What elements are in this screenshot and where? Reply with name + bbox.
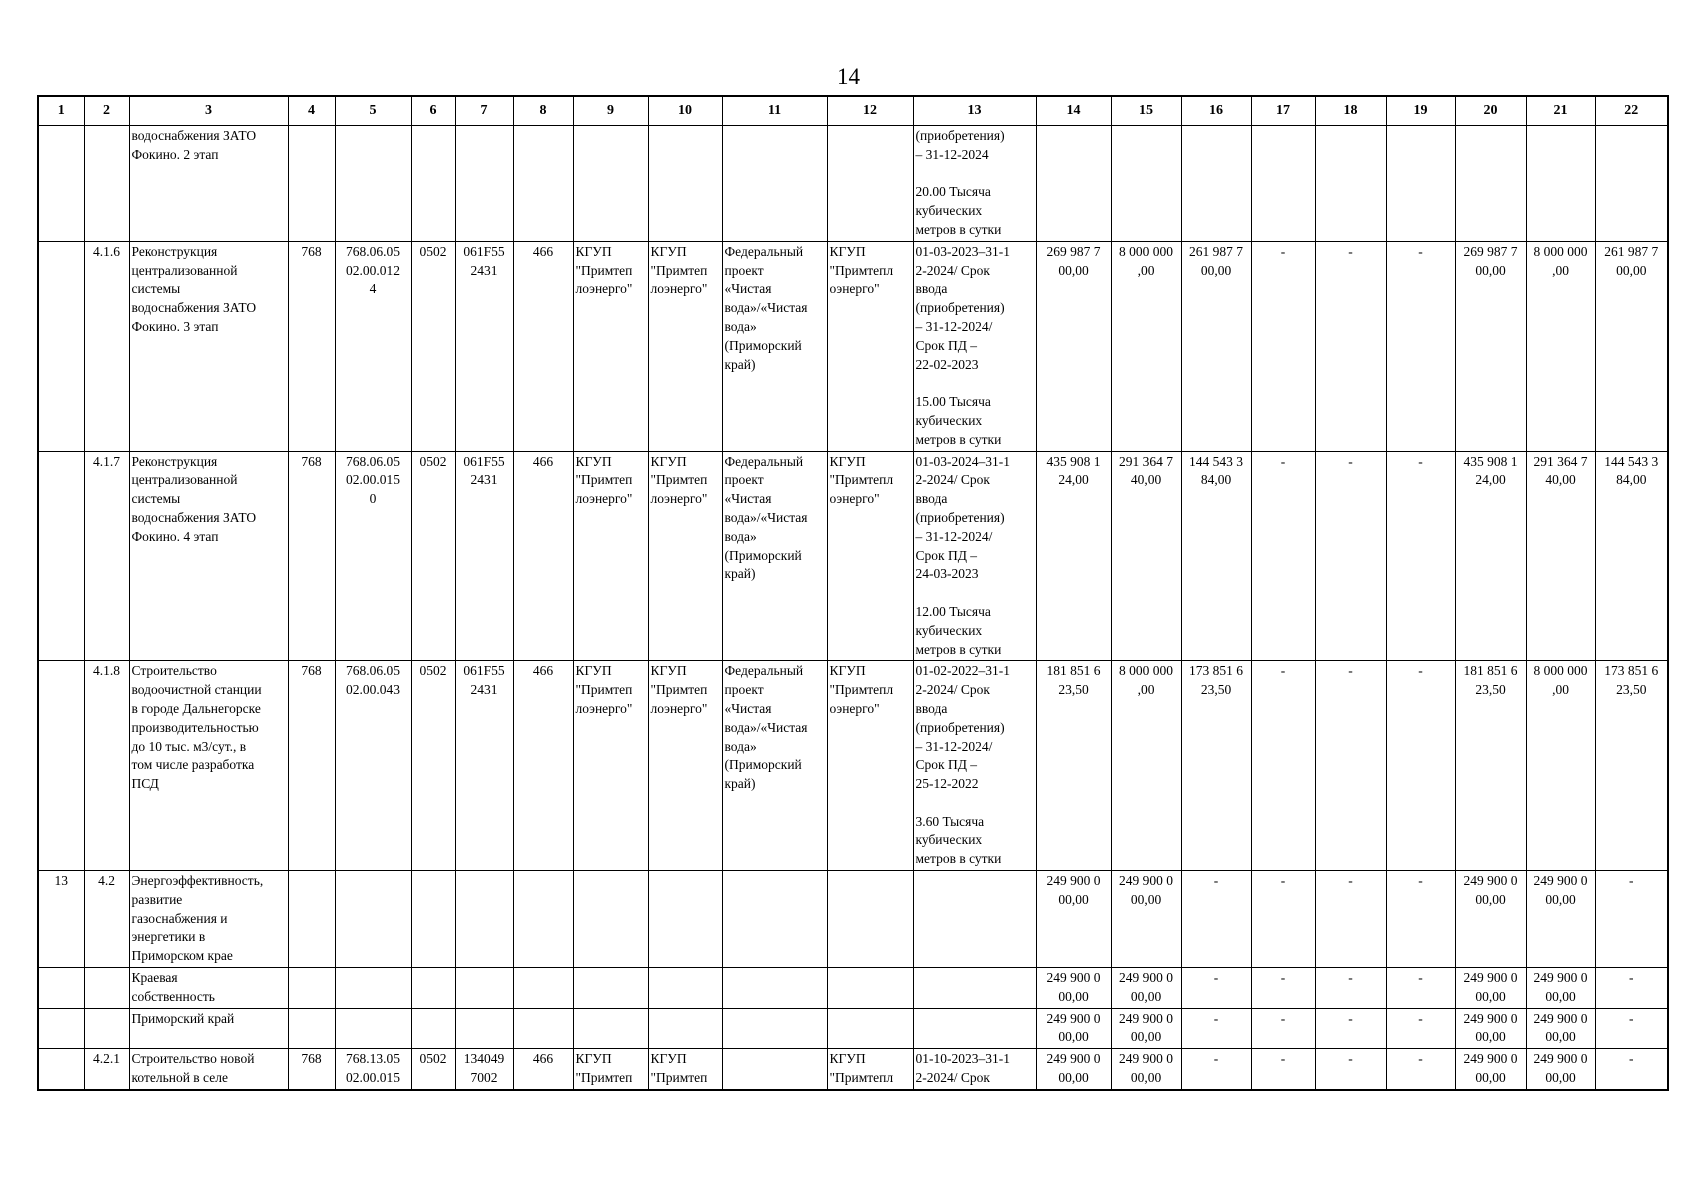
- cell-target-article: [335, 126, 411, 242]
- cell-developer: КГУП "Примтеп лоэнерго": [648, 241, 722, 451]
- cell-col-19: [1386, 126, 1455, 242]
- cell-expense-code: 061F55 2431: [455, 241, 513, 451]
- column-header-16: 16: [1181, 96, 1251, 126]
- cell-regional-budget: 144 543 3 84,00: [1181, 451, 1251, 661]
- cell-terms-capacity: (приобретения) – 31-12-2024 20.00 Тысяча кубических метров в сутки: [913, 126, 1036, 242]
- cell-customer: [573, 1008, 648, 1049]
- cell-owner: КГУП "Примтепл оэнерго": [827, 451, 913, 661]
- cell-expense-type: 466: [513, 661, 573, 871]
- cell-section: 0502: [411, 451, 455, 661]
- column-header-18: 18: [1315, 96, 1386, 126]
- cell-regional-2024: 173 851 6 23,50: [1595, 661, 1668, 871]
- cell-gr-bs: 768: [288, 241, 335, 451]
- cell-gr-bs: [288, 871, 335, 968]
- cell-total-2024: 249 900 0 00,00: [1455, 871, 1526, 968]
- cell-section-code: 4.1.8: [84, 661, 129, 871]
- cell-expense-code: 061F55 2431: [455, 451, 513, 661]
- cell-fed-2024: 249 900 0 00,00: [1526, 1008, 1595, 1049]
- cell-regional-2024: 261 987 7 00,00: [1595, 241, 1668, 451]
- cell-col-17: [1251, 126, 1315, 242]
- cell-regional-budget: -: [1181, 1049, 1251, 1090]
- cell-customer: КГУП "Примтеп лоэнерго": [573, 451, 648, 661]
- cell-fed-2024: 249 900 0 00,00: [1526, 1049, 1595, 1090]
- cell-col-19: -: [1386, 968, 1455, 1009]
- cell-section: [411, 126, 455, 242]
- cell-col-19: -: [1386, 1049, 1455, 1090]
- cell-object-name: Строительство водоочистной станции в городе Дальнегорске производительностью до 10 тыс. м3/сут., в том числе разработка ПСД: [129, 661, 288, 871]
- cell-total: 269 987 7 00,00: [1036, 241, 1111, 451]
- cell-fed-budget: [1111, 126, 1181, 242]
- cell-section: [411, 871, 455, 968]
- cell-row-number: [38, 1008, 84, 1049]
- cell-expense-code: [455, 1008, 513, 1049]
- header-row: [38, 96, 1668, 126]
- cell-section-code: 4.2.1: [84, 1049, 129, 1090]
- cell-gr-bs: 768: [288, 661, 335, 871]
- cell-row-number: [38, 126, 84, 242]
- cell-col-18: -: [1315, 451, 1386, 661]
- cell-section: 0502: [411, 661, 455, 871]
- cell-total-2024: 249 900 0 00,00: [1455, 1008, 1526, 1049]
- cell-terms-capacity: 01-03-2023–31-1 2-2024/ Срок ввода (приобретения) – 31-12-2024/ Срок ПД – 22-02-2023 15.00 Тысяча кубических метров в сутки: [913, 241, 1036, 451]
- cell-owner: КГУП "Примтепл оэнерго": [827, 241, 913, 451]
- cell-terms-capacity: 01-02-2022–31-1 2-2024/ Срок ввода (приобретения) – 31-12-2024/ Срок ПД – 25-12-2022 3.60 Тысяча кубических метров в сутки: [913, 661, 1036, 871]
- cell-total: 249 900 0 00,00: [1036, 1008, 1111, 1049]
- cell-developer: КГУП "Примтеп лоэнерго": [648, 661, 722, 871]
- cell-row-number: [38, 1049, 84, 1090]
- cell-col-17: -: [1251, 968, 1315, 1009]
- cell-regional-budget: 261 987 7 00,00: [1181, 241, 1251, 451]
- cell-fed-budget: 8 000 000 ,00: [1111, 241, 1181, 451]
- column-header-10: 10: [648, 96, 722, 126]
- cell-regional-2024: -: [1595, 1049, 1668, 1090]
- cell-customer: [573, 126, 648, 242]
- column-header-13: 13: [913, 96, 1036, 126]
- cell-developer: [648, 126, 722, 242]
- cell-regional-budget: [1181, 126, 1251, 242]
- cell-col-18: [1315, 126, 1386, 242]
- cell-total-2024: 181 851 6 23,50: [1455, 661, 1526, 871]
- column-header-1: 1: [38, 96, 84, 126]
- column-header-5: 5: [335, 96, 411, 126]
- column-header-19: 19: [1386, 96, 1455, 126]
- cell-section-code: 4.1.7: [84, 451, 129, 661]
- cell-section: [411, 1008, 455, 1049]
- cell-developer: КГУП "Примтеп лоэнерго": [648, 451, 722, 661]
- cell-developer: [648, 1008, 722, 1049]
- cell-col-18: -: [1315, 241, 1386, 451]
- cell-expense-code: [455, 968, 513, 1009]
- cell-fed-budget: 249 900 0 00,00: [1111, 968, 1181, 1009]
- cell-expense-type: 466: [513, 1049, 573, 1090]
- table-body: [38, 126, 1668, 1090]
- column-header-3: 3: [129, 96, 288, 126]
- cell-target-article: [335, 968, 411, 1009]
- column-header-17: 17: [1251, 96, 1315, 126]
- cell-col-18: -: [1315, 1049, 1386, 1090]
- cell-section: 0502: [411, 1049, 455, 1090]
- cell-col-18: -: [1315, 968, 1386, 1009]
- cell-section-code: 4.1.6: [84, 241, 129, 451]
- column-header-2: 2: [84, 96, 129, 126]
- column-header-4: 4: [288, 96, 335, 126]
- column-header-6: 6: [411, 96, 455, 126]
- cell-object-name: Энергоэффективность, развитие газоснабжения и энергетики в Приморском крае: [129, 871, 288, 968]
- cell-regional-budget: -: [1181, 968, 1251, 1009]
- cell-col-19: -: [1386, 241, 1455, 451]
- cell-object-name: Краевая собственность: [129, 968, 288, 1009]
- cell-fed-2024: [1526, 126, 1595, 242]
- table-row: [38, 126, 1668, 242]
- cell-col-18: -: [1315, 661, 1386, 871]
- cell-project: [722, 1049, 827, 1090]
- cell-total: 435 908 1 24,00: [1036, 451, 1111, 661]
- cell-target-article: 768.06.05 02.00.043: [335, 661, 411, 871]
- cell-fed-budget: 249 900 0 00,00: [1111, 1008, 1181, 1049]
- cell-regional-2024: -: [1595, 968, 1668, 1009]
- cell-expense-type: [513, 871, 573, 968]
- cell-terms-capacity: [913, 968, 1036, 1009]
- cell-fed-budget: 249 900 0 00,00: [1111, 871, 1181, 968]
- cell-total: 249 900 0 00,00: [1036, 1049, 1111, 1090]
- cell-object-name: Строительство новой котельной в селе: [129, 1049, 288, 1090]
- cell-col-17: -: [1251, 661, 1315, 871]
- column-header-8: 8: [513, 96, 573, 126]
- cell-object-name: Реконструкция централизованной системы водоснабжения ЗАТО Фокино. 3 этап: [129, 241, 288, 451]
- table-row: [38, 661, 1668, 871]
- cell-fed-budget: 8 000 000 ,00: [1111, 661, 1181, 871]
- cell-terms-capacity: [913, 871, 1036, 968]
- cell-total-2024: 269 987 7 00,00: [1455, 241, 1526, 451]
- cell-col-17: -: [1251, 871, 1315, 968]
- cell-regional-2024: [1595, 126, 1668, 242]
- cell-owner: [827, 871, 913, 968]
- cell-gr-bs: 768: [288, 451, 335, 661]
- cell-terms-capacity: 01-03-2024–31-1 2-2024/ Срок ввода (приобретения) – 31-12-2024/ Срок ПД – 24-03-2023 12.00 Тысяча кубических метров в сутки: [913, 451, 1036, 661]
- table-row: [38, 1049, 1668, 1090]
- cell-total: [1036, 126, 1111, 242]
- cell-col-19: -: [1386, 661, 1455, 871]
- cell-fed-2024: 8 000 000 ,00: [1526, 661, 1595, 871]
- cell-project: Федеральный проект «Чистая вода»/«Чистая вода» (Приморский край): [722, 451, 827, 661]
- cell-total-2024: [1455, 126, 1526, 242]
- cell-row-number: 13: [38, 871, 84, 968]
- cell-terms-capacity: [913, 1008, 1036, 1049]
- cell-target-article: 768.13.05 02.00.015: [335, 1049, 411, 1090]
- cell-regional-2024: -: [1595, 871, 1668, 968]
- cell-expense-type: [513, 126, 573, 242]
- cell-expense-type: [513, 1008, 573, 1049]
- cell-row-number: [38, 968, 84, 1009]
- cell-fed-2024: 249 900 0 00,00: [1526, 968, 1595, 1009]
- cell-object-name: водоснабжения ЗАТО Фокино. 2 этап: [129, 126, 288, 242]
- cell-target-article: [335, 871, 411, 968]
- cell-customer: КГУП "Примтеп: [573, 1049, 648, 1090]
- cell-section-code: [84, 1008, 129, 1049]
- cell-fed-2024: 291 364 7 40,00: [1526, 451, 1595, 661]
- cell-fed-budget: 249 900 0 00,00: [1111, 1049, 1181, 1090]
- column-header-12: 12: [827, 96, 913, 126]
- program-table: [37, 95, 1669, 1091]
- cell-gr-bs: [288, 126, 335, 242]
- cell-gr-bs: 768: [288, 1049, 335, 1090]
- column-header-20: 20: [1455, 96, 1526, 126]
- cell-section-code: 4.2: [84, 871, 129, 968]
- cell-customer: КГУП "Примтеп лоэнерго": [573, 661, 648, 871]
- page-number: 14: [837, 64, 860, 89]
- cell-section-code: [84, 968, 129, 1009]
- cell-col-17: -: [1251, 1008, 1315, 1049]
- cell-regional-budget: -: [1181, 871, 1251, 968]
- cell-target-article: 768.06.05 02.00.012 4: [335, 241, 411, 451]
- cell-expense-code: [455, 871, 513, 968]
- cell-developer: КГУП "Примтеп: [648, 1049, 722, 1090]
- cell-col-18: -: [1315, 871, 1386, 968]
- cell-owner: [827, 126, 913, 242]
- cell-col-17: -: [1251, 1049, 1315, 1090]
- cell-project: [722, 968, 827, 1009]
- cell-col-19: -: [1386, 451, 1455, 661]
- table-row: [38, 241, 1668, 451]
- table-row: [38, 1008, 1668, 1049]
- cell-owner: КГУП "Примтепл оэнерго": [827, 661, 913, 871]
- cell-target-article: 768.06.05 02.00.015 0: [335, 451, 411, 661]
- cell-section: 0502: [411, 241, 455, 451]
- cell-terms-capacity: 01-10-2023–31-1 2-2024/ Срок: [913, 1049, 1036, 1090]
- cell-row-number: [38, 241, 84, 451]
- column-header-15: 15: [1111, 96, 1181, 126]
- cell-owner: КГУП "Примтепл: [827, 1049, 913, 1090]
- cell-customer: КГУП "Примтеп лоэнерго": [573, 241, 648, 451]
- column-header-7: 7: [455, 96, 513, 126]
- cell-developer: [648, 968, 722, 1009]
- cell-section-code: [84, 126, 129, 242]
- cell-col-19: -: [1386, 871, 1455, 968]
- cell-fed-2024: 8 000 000 ,00: [1526, 241, 1595, 451]
- cell-expense-type: 466: [513, 241, 573, 451]
- cell-section: [411, 968, 455, 1009]
- cell-expense-code: [455, 126, 513, 242]
- cell-col-17: -: [1251, 241, 1315, 451]
- column-header-21: 21: [1526, 96, 1595, 126]
- cell-regional-budget: 173 851 6 23,50: [1181, 661, 1251, 871]
- column-header-11: 11: [722, 96, 827, 126]
- cell-project: Федеральный проект «Чистая вода»/«Чистая вода» (Приморский край): [722, 241, 827, 451]
- cell-expense-code: 134049 7002: [455, 1049, 513, 1090]
- cell-fed-2024: 249 900 0 00,00: [1526, 871, 1595, 968]
- table-row: [38, 871, 1668, 968]
- cell-regional-budget: -: [1181, 1008, 1251, 1049]
- table-row: [38, 451, 1668, 661]
- cell-gr-bs: [288, 1008, 335, 1049]
- column-header-14: 14: [1036, 96, 1111, 126]
- cell-fed-budget: 291 364 7 40,00: [1111, 451, 1181, 661]
- cell-project: [722, 126, 827, 242]
- cell-regional-2024: 144 543 3 84,00: [1595, 451, 1668, 661]
- cell-object-name: Приморский край: [129, 1008, 288, 1049]
- cell-col-18: -: [1315, 1008, 1386, 1049]
- cell-total-2024: 249 900 0 00,00: [1455, 1049, 1526, 1090]
- cell-owner: [827, 1008, 913, 1049]
- cell-row-number: [38, 661, 84, 871]
- cell-row-number: [38, 451, 84, 661]
- cell-project: [722, 1008, 827, 1049]
- cell-expense-type: [513, 968, 573, 1009]
- cell-project: [722, 871, 827, 968]
- cell-expense-code: 061F55 2431: [455, 661, 513, 871]
- cell-total: 249 900 0 00,00: [1036, 871, 1111, 968]
- column-header-22: 22: [1595, 96, 1668, 126]
- cell-expense-type: 466: [513, 451, 573, 661]
- cell-project: Федеральный проект «Чистая вода»/«Чистая вода» (Приморский край): [722, 661, 827, 871]
- column-header-9: 9: [573, 96, 648, 126]
- cell-col-17: -: [1251, 451, 1315, 661]
- cell-col-19: -: [1386, 1008, 1455, 1049]
- cell-total: 181 851 6 23,50: [1036, 661, 1111, 871]
- cell-object-name: Реконструкция централизованной системы водоснабжения ЗАТО Фокино. 4 этап: [129, 451, 288, 661]
- cell-customer: [573, 968, 648, 1009]
- cell-total-2024: 249 900 0 00,00: [1455, 968, 1526, 1009]
- cell-total: 249 900 0 00,00: [1036, 968, 1111, 1009]
- cell-total-2024: 435 908 1 24,00: [1455, 451, 1526, 661]
- cell-developer: [648, 871, 722, 968]
- cell-regional-2024: -: [1595, 1008, 1668, 1049]
- cell-owner: [827, 968, 913, 1009]
- table-row: [38, 968, 1668, 1009]
- cell-customer: [573, 871, 648, 968]
- cell-gr-bs: [288, 968, 335, 1009]
- cell-target-article: [335, 1008, 411, 1049]
